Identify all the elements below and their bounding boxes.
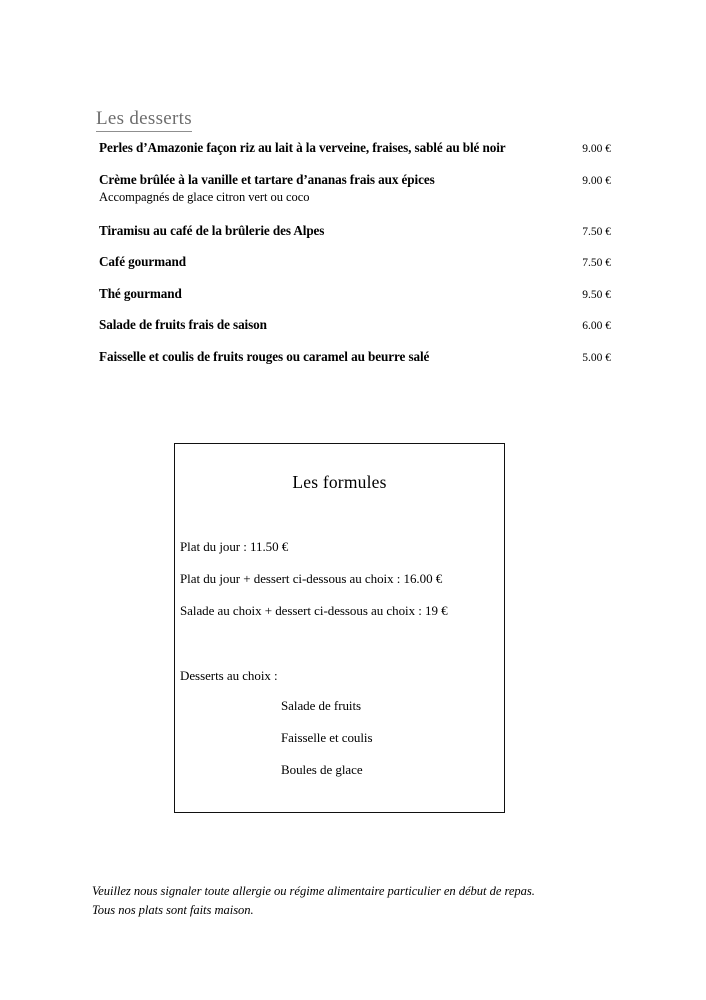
dessert-choice-item: Faisselle et coulis — [281, 730, 373, 745]
menu-item-name: Café gourmand — [99, 254, 186, 269]
menu-item-name: Tiramisu au café de la brûlerie des Alpes — [99, 222, 325, 238]
menu-item-name: Thé gourmand — [99, 285, 182, 301]
menu-item — [99, 140, 611, 172]
desserts-choices-label: Desserts au choix : — [180, 668, 278, 683]
menu-item — [99, 254, 611, 286]
footer-note-line-2: Tous nos plats sont faits maison. — [92, 903, 254, 917]
menu-item-row — [99, 254, 611, 270]
menu-item — [99, 349, 611, 381]
menu-item-price: 9.00 € — [582, 143, 611, 155]
footer-note — [92, 882, 535, 920]
formules-box — [174, 443, 505, 813]
menu-item-price: 6.00 € — [582, 320, 611, 332]
dessert-choice-item: Boules de glace — [281, 762, 363, 777]
menu-item-price: 9.00 € — [582, 174, 611, 187]
formule-line: Plat du jour : 11.50 € — [180, 539, 289, 554]
menu-item-row — [99, 223, 611, 239]
menu-item-row — [99, 140, 611, 156]
menu-item-price: 9.50 € — [582, 288, 611, 301]
menu-item — [99, 172, 611, 223]
menu-item-price: 7.50 € — [582, 225, 611, 238]
menu-item-name: Salade de fruits frais de saison — [99, 317, 267, 332]
menu-item-row — [99, 349, 611, 365]
menu-item-price: 7.50 € — [582, 257, 611, 269]
formule-line: Salade au choix + dessert ci-dessous au choix : 19 € — [180, 603, 448, 618]
menu-item-row — [99, 172, 611, 188]
menu-item — [99, 317, 611, 349]
menu-item-row — [99, 286, 611, 302]
menu-item-name: Perles d’Amazonie façon riz au lait à la verveine, fraises, sablé au blé noir — [99, 140, 506, 155]
desserts-choices-list — [281, 699, 372, 795]
formules-line-list — [180, 540, 498, 636]
formules-title: Les formules — [292, 472, 387, 492]
section-heading-desserts: Les desserts — [96, 108, 192, 132]
dessert-item-list — [99, 140, 611, 380]
menu-item-name: Crème brûlée à la vanille et tartare d’ananas frais aux épices — [99, 171, 435, 187]
footer-note-line-1: Veuillez nous signaler toute allergie ou régime alimentaire particulier en début de repas. — [92, 884, 535, 898]
menu-item — [99, 223, 611, 255]
menu-item-price: 5.00 € — [582, 351, 611, 364]
menu-item-note: Accompagnés de glace citron vert ou coco — [99, 189, 310, 204]
menu-item-row — [99, 317, 611, 333]
formule-line: Plat du jour + dessert ci-dessous au choix : 16.00 € — [180, 571, 443, 586]
menu-item — [99, 286, 611, 318]
dessert-choice-item: Salade de fruits — [281, 698, 362, 713]
menu-item-name: Faisselle et coulis de fruits rouges ou caramel au beurre salé — [99, 348, 430, 364]
